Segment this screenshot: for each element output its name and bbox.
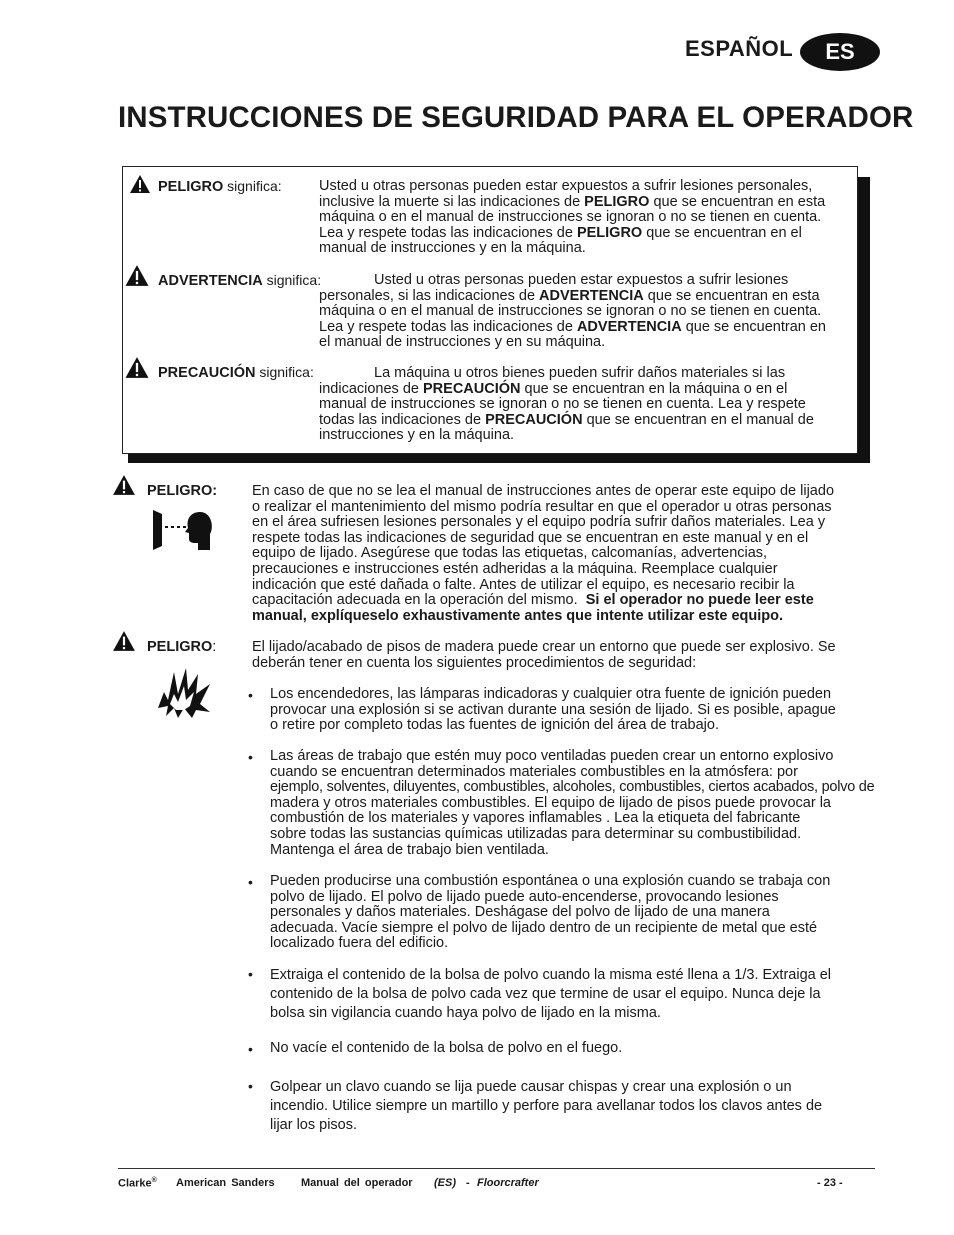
- warning-triangle-icon: [112, 474, 136, 496]
- footer-rule: [118, 1168, 875, 1169]
- bullet-item: Las áreas de trabajo que estén muy poco ventiladas pueden crear un entorno explosivo cuando se encuentran determinados materiales combustibles en la atmósfera: por ejemplo, solventes, diluyentes, combustibles, alcoholes, combustibles, ciertos acabados, polvo de madera y otros materiales combustibles. El equipo de lijado de pisos puede provocar la combustión de los materiales y vapores inflamables . Lea la etiqueta del fabricante sobre todas las sustancias químicas utilizadas para determinar su combustibilidad. Mantenga el área de trabajo bien ventilada.: [270, 748, 875, 858]
- bullet-item: Extraiga el contenido de la bolsa de polvo cuando la misma esté llena a 1/3. Extraiga el contenido de la bolsa de polvo cada vez que termine de usar el equipo. Nunca deje la bolsa sin vigilancia cuando haya polvo de lijado en la misma.: [270, 967, 832, 1021]
- language-badge: ES: [800, 33, 880, 71]
- footer-edition: (ES): [434, 1177, 456, 1189]
- footer-product: Floorcrafter: [477, 1177, 539, 1189]
- definition-text: Usted u otras personas pueden estar expuestos a sufrir lesiones personales, si las indicaciones de ADVERTENCIA que se encuentran en esta máquina o en el manual de instrucciones se ignoran o no se tienen en cuenta. Lea y respete todas las indicaciones de ADVERTENCIA que se encuentran en el manual de instrucciones y en su máquina.: [319, 272, 826, 351]
- bullet-item: Golpear un clavo cuando se lija puede causar chispas y crear una explosión o un incendio. Utilice siempre un martillo y perfore para avellanar todos los clavos antes de lijar los pisos.: [270, 1079, 823, 1133]
- warning-triangle-icon: [129, 174, 151, 194]
- bullet-item: Pueden producirse una combustión espontánea o una explosión cuando se trabaja con polvo de lijado. El polvo de lijado puede auto-encenderse, provocando lesiones personales y daños materiales. Deshágase del polvo de lijado de una manera adecuada. Vacíe siempre el polvo de lijado dentro de un recipiente de metal que esté localizado fuera del edificio.: [270, 873, 831, 952]
- warning-triangle-icon: [124, 264, 150, 287]
- bullet-item: Los encendedores, las lámparas indicadoras y cualquier otra fuente de ignición pueden provocar una explosión si se activan durante una sesión de lijado. Si es posible, apague o retire por completo todas las fuentes de ignición del área de trabajo.: [270, 686, 836, 734]
- warning-triangle-icon: [112, 630, 136, 652]
- danger-label: PELIGRO:: [147, 483, 218, 499]
- footer-manual: Manual del operador: [301, 1177, 413, 1189]
- footer-company: American Sanders: [176, 1177, 275, 1189]
- language-label: ESPAÑOL: [685, 36, 794, 61]
- danger-text: En caso de que no se lea el manual de instrucciones antes de operar este equipo de lijado o realizar el mantenimiento del mismo podría resultar en que el operador u otras personas en el área sufriesen lesiones personales y el equipo podría sufrir daños materiales. Lea y respete todas las indicaciones de seguridad que se encuentran en este manual y en el equipo de lijado. Asegúrese que todas las etiquetas, calcomanías, advertencias, precauciones e instrucciones estén adheridas a la máquina. Reemplace cualquier indicación que esté dañada o falte. Antes de utilizar el equipo, es necesario recibir la capacitación adecuada en la operación del mismo. Si el operador no puede leer este manual, explíqueselo exhaustivamente antes que intente utilizar este equipo.: [252, 483, 835, 624]
- explosive-intro-text: El lijado/acabado de pisos de madera puede crear un entorno que puede ser explosivo. Se deberán tener en cuenta los siguientes procedimientos de seguridad:: [252, 639, 836, 671]
- bullet-marker: •: [248, 966, 253, 982]
- footer-dash: -: [466, 1177, 470, 1189]
- definition-term: ADVERTENCIA significa:: [158, 272, 322, 289]
- bullet-marker: •: [248, 687, 253, 703]
- danger-label: PELIGRO:: [147, 639, 217, 655]
- definition-term: PELIGRO significa:: [158, 178, 282, 195]
- footer-brand: Clarke®: [118, 1177, 157, 1190]
- definition-text: La máquina u otros bienes pueden sufrir daños materiales si las indicaciones de PRECAUCIÓN que se encuentran en la máquina o en el manual de instrucciones se ignoran o no se tienen en cuenta. Lea y respete todas las indicaciones de PRECAUCIÓN que se encuentran en el manual de instrucciones y en la máquina.: [319, 365, 814, 444]
- definition-text: Usted u otras personas pueden estar expuestos a sufrir lesiones personales, inclusive la muerte si las indicaciones de PELIGRO que se encuentran en esta máquina o en el manual de instrucciones se ignoran o no se tienen en cuenta. Lea y respete todas las indicaciones de PELIGRO que se encuentran en el manual de instrucciones y en la máquina.: [319, 178, 826, 257]
- bullet-marker: •: [248, 749, 253, 765]
- bullet-item: No vacíe el contenido de la bolsa de polvo en el fuego.: [270, 1040, 623, 1056]
- bullet-marker: •: [248, 1078, 253, 1094]
- page-title: INSTRUCCIONES DE SEGURIDAD PARA EL OPERADOR: [118, 101, 914, 134]
- explosion-icon: [156, 664, 212, 720]
- page-number: - 23 -: [817, 1177, 843, 1189]
- bullet-marker: •: [248, 874, 253, 890]
- definition-term: PRECAUCIÓN significa:: [158, 364, 314, 381]
- bullet-marker: •: [248, 1041, 253, 1057]
- warning-triangle-icon: [124, 356, 150, 379]
- read-manual-icon: [152, 506, 214, 552]
